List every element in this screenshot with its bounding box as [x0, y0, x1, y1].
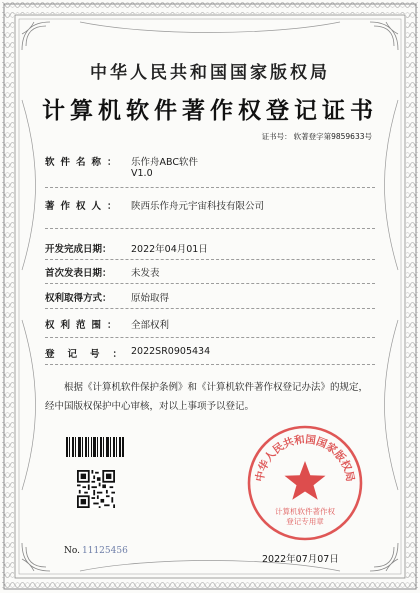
- barcode-graphic: [66, 437, 124, 457]
- serial-number: [64, 546, 128, 556]
- certificate-title: 计算机软件著作权登记证书: [42, 97, 378, 124]
- divider: [45, 187, 375, 188]
- declaration-text: 根据《计算机软件保护条例》和《计算机软件著作权登记办法》的规定，经中国版权保护中心审核，对以上事项予以登记。: [45, 382, 369, 412]
- dev-date-value: 2022年04月01日: [131, 244, 208, 255]
- scope-value: 全部权利: [131, 320, 170, 331]
- cert-no-value: 软著登字第9859633号: [293, 132, 372, 141]
- acquire-label: 权利取得方式：: [45, 293, 112, 304]
- divider: [45, 283, 375, 284]
- seal-inner-line1: 计算机软件著作权: [275, 507, 335, 516]
- seal-date: 2022年07月07日: [262, 554, 339, 565]
- scope-label: 权利范围：: [45, 320, 123, 331]
- software-version-value: V1.0: [131, 168, 153, 179]
- divider: [45, 308, 375, 309]
- publish-date-label: 首次发表日期：: [45, 268, 112, 279]
- qr-code-graphic: [77, 470, 115, 508]
- certificate-number: [260, 131, 372, 142]
- seal-outer-text: 中华人民共和国国家版权局: [253, 433, 357, 483]
- reg-no-value: 2022SR0905434: [131, 346, 211, 357]
- software-name-label: 软件名称：: [45, 157, 123, 168]
- divider: [45, 364, 375, 365]
- official-seal-stamp: [245, 423, 365, 543]
- issuer-title: 中华人民共和国国家版权局: [90, 63, 330, 83]
- serial-label: No.: [64, 546, 80, 556]
- cert-no-label: 证书号：: [261, 132, 292, 141]
- owner-label: 著作权人：: [45, 201, 123, 212]
- acquire-value: 原始取得: [131, 293, 170, 304]
- serial-value: 11125456: [82, 546, 128, 556]
- software-name-value: 乐作舟ABC软件: [131, 157, 198, 168]
- seal-inner-line2: 登记专用章: [286, 517, 324, 526]
- owner-value: 陕西乐作舟元宇宙科技有限公司: [131, 201, 265, 212]
- divider: [45, 337, 375, 338]
- reg-no-label: 登记号：: [45, 349, 136, 360]
- divider: [45, 259, 375, 260]
- dev-date-label: 开发完成日期：: [45, 244, 112, 255]
- publish-date-value: 未发表: [131, 268, 160, 279]
- divider: [45, 228, 375, 229]
